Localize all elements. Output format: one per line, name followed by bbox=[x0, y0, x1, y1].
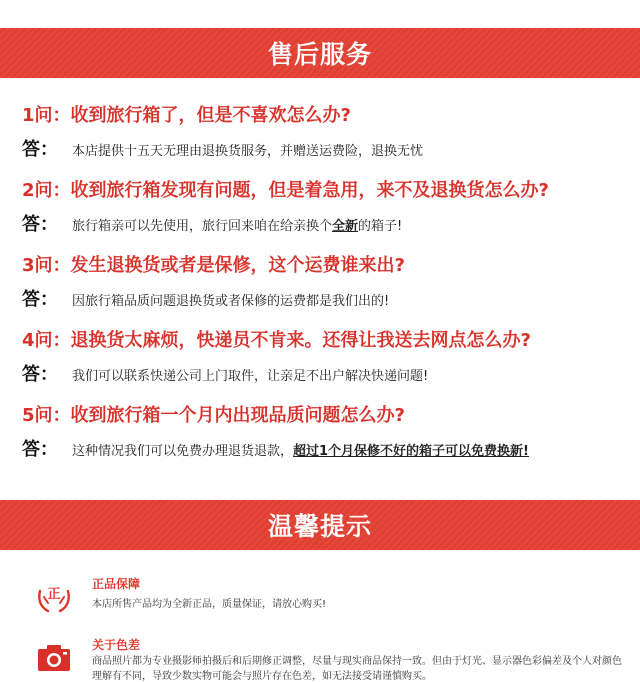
question-text: 5问：收到旅行箱一个月内出现品质问题怎么办? bbox=[22, 405, 405, 426]
qa-item bbox=[22, 179, 622, 236]
answer-label: 答： bbox=[22, 289, 58, 310]
answer-label: 答： bbox=[22, 364, 58, 385]
answer-row bbox=[22, 435, 622, 461]
qa-item bbox=[22, 404, 622, 461]
answer-row bbox=[22, 285, 622, 311]
answer-row bbox=[22, 135, 622, 161]
answer-label: 答： bbox=[22, 214, 58, 235]
qa-item bbox=[22, 104, 622, 161]
tip-text: 商品照片都为专业摄影师拍摄后和后期修正调整，尽量与现实商品保持一致。但由于灯光、显示器色彩偏差及个人对颜色理解有不同，导致少数实物可能会与照片存在色差，如无法接受请谨慎购买。 bbox=[92, 656, 622, 682]
qa-item bbox=[22, 254, 622, 311]
tip-title: 关于色差 bbox=[92, 638, 141, 652]
answer-text-part: 的箱子! bbox=[358, 219, 403, 234]
answer-text bbox=[72, 440, 529, 459]
answer-emphasis: 全新 bbox=[332, 219, 359, 234]
after-sales-title: 售后服务 bbox=[267, 40, 372, 69]
answer-row bbox=[22, 360, 622, 386]
question-text: 3问：发生退换货或者是保修，这个运费谁来出? bbox=[22, 255, 405, 276]
answer-text-part: 这种情况我们可以免费办理退货退款， bbox=[72, 444, 294, 459]
tip-text: 本店所售产品均为全新正品，质量保证，请放心购买! bbox=[92, 599, 327, 610]
answer-text: 本店提供十五天无理由退换货服务，并赠送运费险，退换无忧 bbox=[72, 144, 424, 159]
tips-title: 温馨提示 bbox=[267, 512, 372, 541]
genuine-hands-icon bbox=[34, 577, 74, 617]
question-text: 1问：收到旅行箱了，但是不喜欢怎么办? bbox=[22, 105, 351, 126]
answer-text-part: 旅行箱亲可以先使用，旅行回来咱在给亲换个 bbox=[72, 219, 333, 234]
svg-text:正: 正 bbox=[47, 587, 61, 602]
question-text: 4问：退换货太麻烦，快递员不肯来。还得让我送去网点怎么办? bbox=[22, 330, 531, 351]
answer-emphasis: 超过1个月保修不好的箱子可以免费换新! bbox=[293, 444, 529, 459]
tips-banner bbox=[0, 500, 640, 550]
answer-label: 答： bbox=[22, 139, 58, 160]
answer-label: 答： bbox=[22, 439, 58, 460]
answer-text bbox=[72, 215, 402, 234]
qa-item bbox=[22, 329, 622, 386]
after-sales-banner bbox=[0, 28, 640, 78]
answer-text: 因旅行箱品质问题退换货或者保修的运费都是我们出的! bbox=[72, 294, 390, 309]
answer-row bbox=[22, 210, 622, 236]
camera-icon bbox=[34, 638, 74, 678]
question-text: 2问：收到旅行箱发现有问题，但是着急用，来不及退换货怎么办? bbox=[22, 180, 549, 201]
tip-title: 正品保障 bbox=[92, 577, 141, 591]
answer-text: 我们可以联系快递公司上门取件，让亲足不出户解决快递问题! bbox=[72, 369, 429, 384]
